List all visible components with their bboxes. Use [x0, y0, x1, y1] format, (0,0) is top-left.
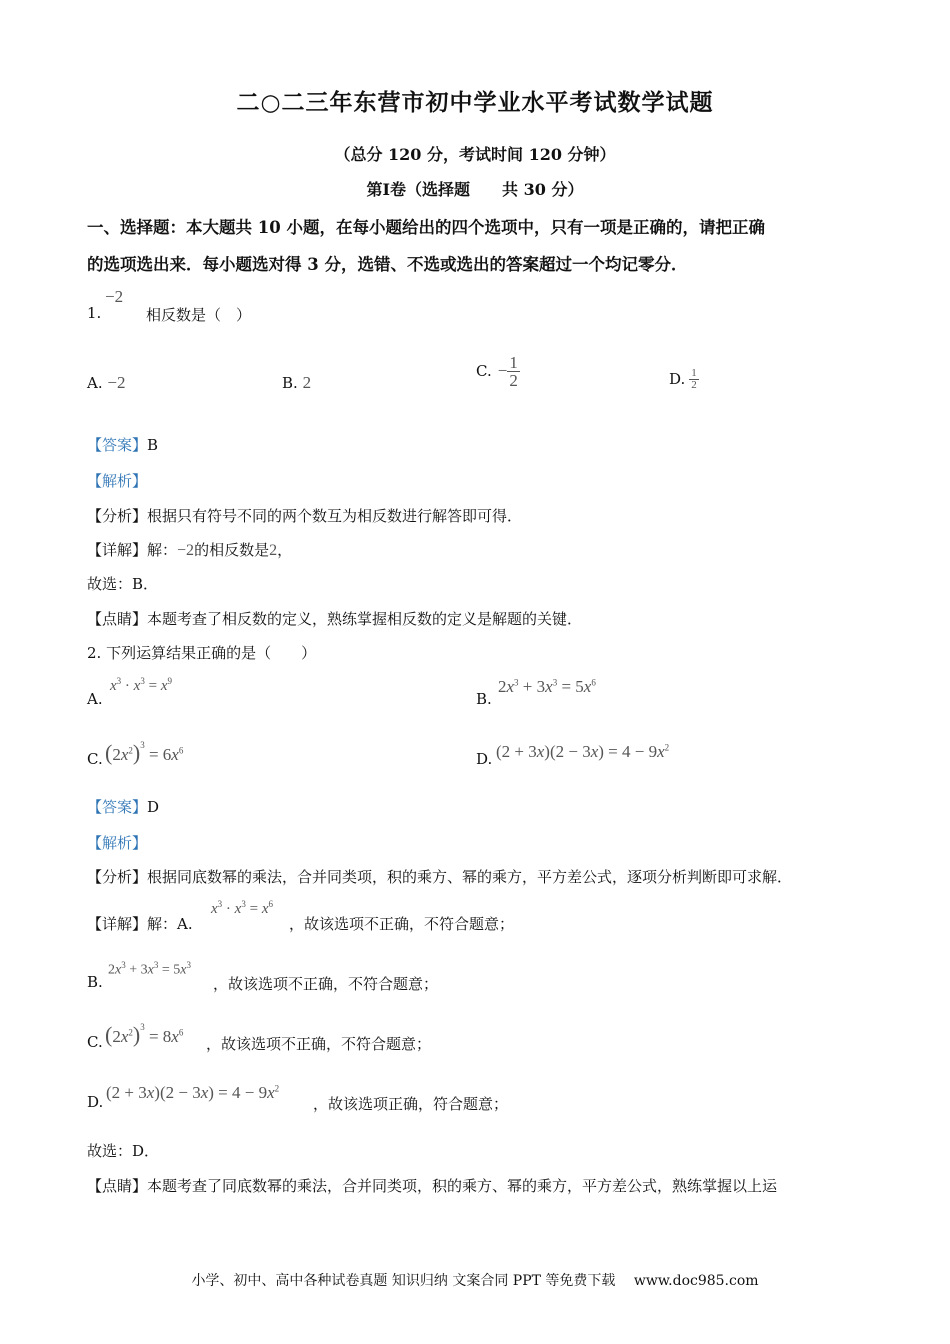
option-c-fraction	[507, 354, 520, 389]
fraction-numerator: 1	[691, 366, 697, 379]
q2-xiangjie-c-formula: $(2x^2)^3 = 8x^6$	[105, 1022, 184, 1047]
q2-option-d-label: D.	[476, 750, 493, 768]
q1-number: 1.	[87, 304, 102, 322]
q2-answer	[87, 796, 159, 817]
xiangjie-prefix: 解：	[147, 541, 178, 559]
xiangjie-value-a: −2	[177, 542, 195, 559]
fenxi-tag: 【分析】	[87, 868, 148, 886]
q1-dianjing	[87, 608, 582, 629]
xiangjie-end: ，	[277, 541, 293, 559]
q2-xiangjie-c-verdict: ，故该选项不正确，不符合题意；	[206, 1035, 432, 1053]
section-instructions-line2: 的选项选出来．每小题选对得 3 分，选错、不选或选出的答案超过一个均记零分．	[87, 255, 688, 274]
q2-option-d-formula: $(2 + 3x)(2 - 3x) = 4 - 9x^2$	[496, 742, 670, 761]
q2-option-b-label: B.	[476, 690, 492, 708]
fraction-numerator: 1	[509, 352, 518, 372]
dianjing-text: 本题考查了相反数的定义，熟练掌握相反数的定义是解题的关键．	[147, 610, 583, 628]
q2-xiangjie-a-verdict: ，故该选项不正确，不符合题意；	[289, 915, 515, 933]
q2-option-a-label: A.	[87, 690, 103, 708]
q2-stem: 2. 下列运算结果正确的是（ ）	[87, 644, 317, 662]
xiangjie-value-b: 2	[269, 542, 278, 559]
fraction-denominator: 2	[691, 378, 697, 391]
option-d-label: D.	[669, 370, 686, 388]
q2-xiangjie-d-verdict: ，故该选项正确，符合题意；	[313, 1095, 509, 1113]
dianjing-text: 本题考查了同底数幂的乘法，合并同类项，积的乘方、幂的乘方，平方差公式，熟练掌握以上运	[147, 1177, 778, 1195]
q1-option-d	[669, 362, 699, 396]
section-instructions-line1: 一、选择题：本大题共 10 小题，在每小题给出的四个选项中，只有一项是正确的，请把正确	[87, 218, 765, 237]
q1-expression: −2	[105, 287, 124, 306]
exam-info: （总分 120 分，考试时间 120 分钟）	[334, 145, 616, 164]
q1-stem: 相反数是（ ）	[146, 306, 252, 324]
option-b-value: 2	[302, 373, 312, 392]
q2-option-c-label: C.	[87, 750, 103, 768]
option-d-fraction	[689, 368, 699, 391]
page-title: 二○二三年东营市初中学业水平考试数学试题	[236, 89, 714, 116]
q2-xiangjie-a	[87, 913, 193, 934]
option-c-label: C.	[476, 362, 492, 380]
q2-xiangjie-b-verdict: ，故该选项不正确，不符合题意；	[213, 975, 439, 993]
xiangjie-prefix: 解：A.	[147, 915, 193, 933]
q1-option-b	[282, 373, 311, 393]
q1-analysis-tag: 【解析】	[87, 472, 148, 490]
answer-value: D	[147, 798, 160, 816]
option-a-value: −2	[107, 373, 126, 392]
q2-option-b-formula: $2x^3 + 3x^3 = 5x^6$	[498, 677, 596, 696]
fenxi-tag: 【分析】	[87, 507, 148, 525]
q2-option-c-formula: $(2x^2)^3 = 6x^6$	[105, 740, 184, 765]
q2-option-a-formula: $x^3 \cdot x^3 = x^9$	[110, 676, 172, 694]
q2-dianjing	[87, 1175, 777, 1196]
q1-choose: 故选：B．	[87, 575, 159, 593]
q2-analysis-tag: 【解析】	[87, 834, 148, 852]
q2-choose: 故选：D．	[87, 1142, 160, 1160]
page-footer: 小学、初中、高中各种试卷真题 知识归纳 文案合同 PPT 等免费下载 www.doc985.com	[191, 1273, 759, 1289]
fraction-denominator: 2	[509, 370, 518, 390]
q1-xiangjie	[87, 539, 292, 560]
q2-xiangjie-d-label: D.	[87, 1093, 104, 1111]
xiangjie-tag: 【详解】	[87, 541, 148, 559]
dianjing-tag: 【点睛】	[87, 1177, 148, 1195]
answer-value: B	[147, 436, 159, 454]
q2-xiangjie-d-formula: $(2 + 3x)(2 - 3x) = 4 - 9x^2$	[106, 1083, 280, 1102]
option-b-label: B.	[282, 374, 298, 392]
answer-tag: 【答案】	[87, 436, 148, 454]
dianjing-tag: 【点睛】	[87, 610, 148, 628]
answer-tag: 【答案】	[87, 798, 148, 816]
q1-option-a	[87, 373, 125, 393]
volume-heading: 第Ⅰ卷（选择题 共 30 分）	[366, 180, 584, 199]
q2-xiangjie-b-label: B.	[87, 973, 103, 991]
q2-xiangjie-a-formula: $x^3 \cdot x^3 = x^6$	[211, 899, 273, 917]
xiangjie-mid: 的相反数是	[194, 541, 270, 559]
q1-option-c	[476, 346, 520, 396]
q1-fenxi	[87, 505, 522, 526]
option-c-sign: −	[497, 361, 508, 380]
fenxi-text: 根据同底数幂的乘法，合并同类项，积的乘方、幂的乘方，平方差公式，逐项分析判断即可求解．	[147, 868, 793, 886]
q2-xiangjie-b-formula: $2x^3 + 3x^3 = 5x^3$	[108, 960, 191, 978]
q1-answer	[87, 434, 158, 455]
q2-fenxi	[87, 866, 792, 887]
fenxi-text: 根据只有符号不同的两个数互为相反数进行解答即可得．	[147, 507, 523, 525]
option-a-label: A.	[87, 374, 103, 392]
q2-xiangjie-c-label: C.	[87, 1033, 103, 1051]
xiangjie-tag: 【详解】	[87, 915, 148, 933]
